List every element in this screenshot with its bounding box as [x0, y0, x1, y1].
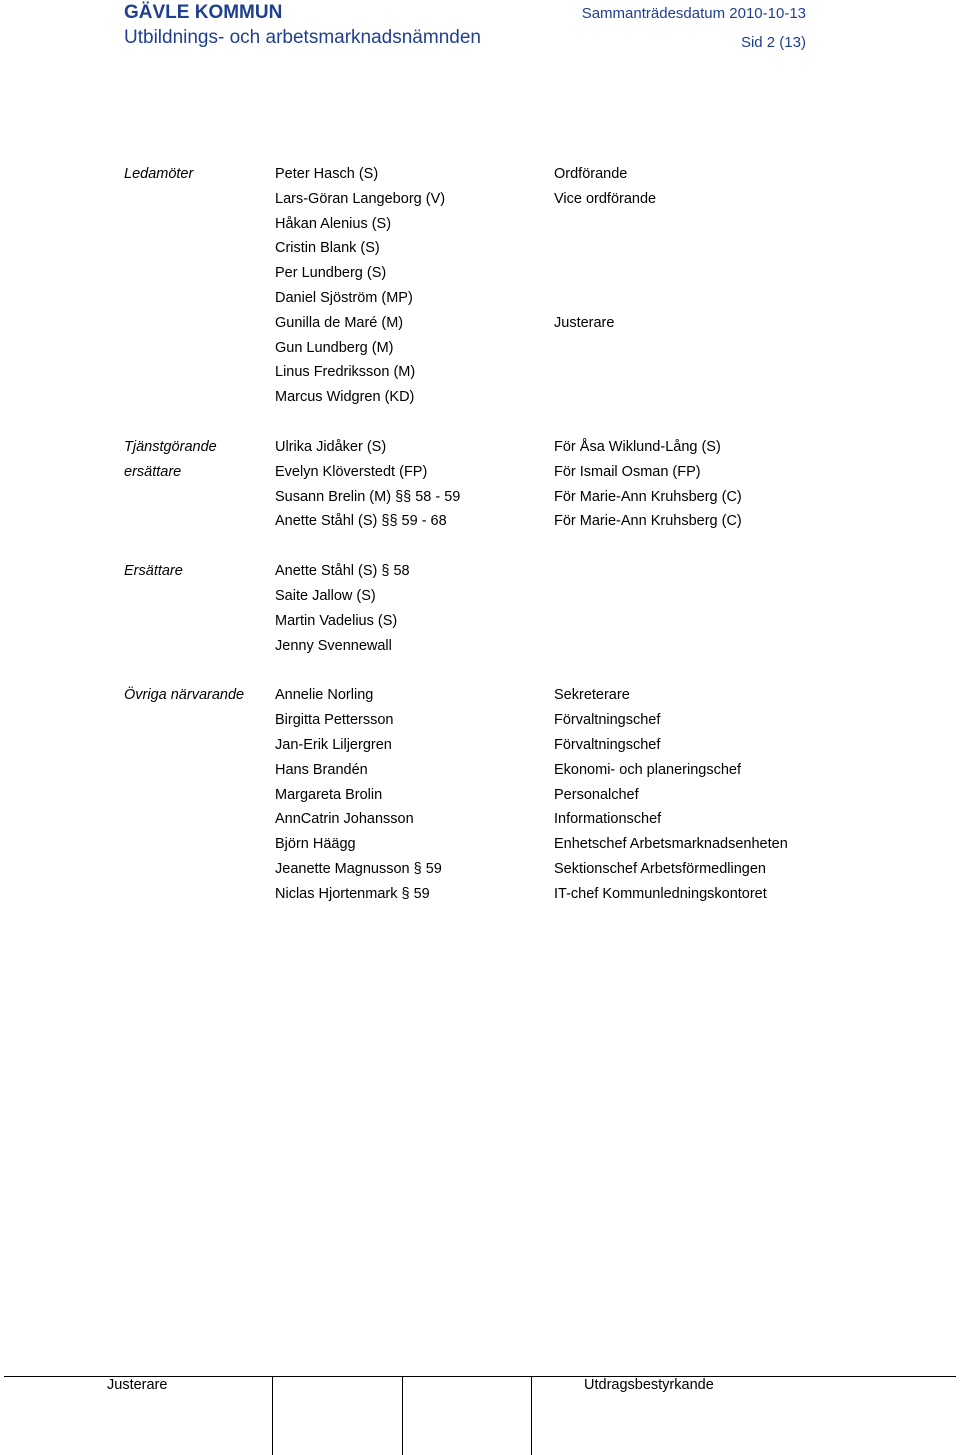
attendance-section — [0, 559, 960, 658]
attendance-row — [0, 385, 960, 410]
section-label: ersättare — [124, 463, 182, 480]
attendance-row — [0, 758, 960, 783]
person-role: Sekreterare — [554, 687, 630, 704]
attendance-row — [0, 584, 960, 609]
attendance-section — [0, 162, 960, 410]
person-role: Informationschef — [554, 811, 662, 828]
person-name: Jeanette Magnusson § 59 — [275, 860, 442, 877]
person-name: Martin Vadelius (S) — [275, 612, 398, 629]
footer-justerare-label: Justerare — [107, 1377, 168, 1393]
person-name: Björn Häägg — [275, 836, 356, 853]
person-name: Niclas Hjortenmark § 59 — [275, 885, 430, 902]
person-name: Peter Hasch (S) — [275, 166, 379, 182]
person-name: Marcus Widgren (KD) — [275, 389, 415, 406]
person-role: För Ismail Osman (FP) — [554, 463, 701, 480]
signature-footer — [0, 1376, 960, 1455]
attendance-row — [0, 509, 960, 534]
section-label: Övriga närvarande — [124, 687, 245, 704]
section-label: Ersättare — [124, 563, 183, 580]
section-label: Ledamöter — [124, 166, 194, 182]
person-role: Enhetschef Arbetsmarknadsenheten — [554, 836, 788, 853]
attendance-row — [0, 882, 960, 907]
person-name: Susann Brelin (M) §§ 58 - 59 — [275, 488, 461, 505]
attendance-row — [0, 708, 960, 733]
attendance-row — [0, 857, 960, 882]
attendance-row — [0, 435, 960, 460]
attendance-row — [0, 634, 960, 659]
person-role: Sektionschef Arbetsförmedlingen — [554, 860, 766, 877]
person-role: Ordförande — [554, 166, 628, 182]
person-name: Hans Brandén — [275, 761, 368, 778]
attendance-row — [0, 336, 960, 361]
person-role: Förvaltningschef — [554, 712, 661, 729]
person-role: För Åsa Wiklund-Lång (S) — [554, 438, 721, 455]
attendance-row — [0, 832, 960, 857]
person-name: Lars-Göran Langeborg (V) — [275, 190, 446, 207]
person-name: Linus Fredriksson (M) — [275, 364, 416, 381]
person-role: IT-chef Kommunledningskontoret — [554, 885, 767, 902]
person-name: Daniel Sjöström (MP) — [275, 289, 413, 306]
attendance-section — [0, 435, 960, 534]
person-role: Förvaltningschef — [554, 736, 661, 753]
person-name: Cristin Blank (S) — [275, 240, 380, 257]
attendance-row — [0, 683, 960, 708]
person-name: Anette Ståhl (S) § 58 — [275, 563, 410, 580]
footer-divider — [272, 1376, 273, 1455]
page-number: Sid 2 (13) — [740, 34, 806, 51]
attendance-row — [0, 311, 960, 336]
person-role: För Marie-Ann Kruhsberg (C) — [554, 513, 742, 530]
attendance-row — [0, 261, 960, 286]
footer-divider — [402, 1376, 403, 1455]
person-name: AnnCatrin Johansson — [275, 811, 414, 828]
person-name: Jan-Erik Liljergren — [275, 736, 392, 753]
attendance-row — [0, 360, 960, 385]
person-name: Jenny Svennewall — [275, 637, 392, 654]
attendance-row — [0, 609, 960, 634]
attendance-list — [0, 162, 960, 932]
person-name: Evelyn Klöverstedt (FP) — [275, 463, 428, 480]
footer-divider — [531, 1376, 532, 1455]
attendance-row — [0, 286, 960, 311]
person-name: Gunilla de Maré (M) — [275, 314, 404, 331]
attendance-row — [0, 460, 960, 485]
attendance-row — [0, 162, 960, 187]
person-name: Per Lundberg (S) — [275, 265, 387, 282]
organization-name: GÄVLE KOMMUN — [124, 2, 283, 23]
attendance-section — [0, 683, 960, 906]
attendance-row — [0, 212, 960, 237]
person-name: Saite Jallow (S) — [275, 587, 376, 604]
attendance-row — [0, 187, 960, 212]
footer-utdragsbestyrkande-label: Utdragsbestyrkande — [584, 1377, 714, 1393]
person-role: Ekonomi- och planeringschef — [554, 761, 741, 778]
board-name: Utbildnings- och arbetsmarknadsnämnden — [124, 27, 481, 48]
person-role: Personalchef — [554, 786, 639, 803]
attendance-row — [0, 236, 960, 261]
attendance-row — [0, 783, 960, 808]
person-name: Håkan Alenius (S) — [275, 215, 392, 232]
person-name: Anette Ståhl (S) §§ 59 - 68 — [275, 513, 447, 530]
section-label: Tjänstgörande — [124, 438, 217, 455]
person-name: Margareta Brolin — [275, 786, 383, 803]
attendance-row — [0, 807, 960, 832]
person-role: Justerare — [554, 314, 615, 331]
person-role: Vice ordförande — [554, 190, 657, 207]
person-name: Annelie Norling — [275, 687, 374, 704]
attendance-row — [0, 559, 960, 584]
attendance-row — [0, 485, 960, 510]
person-role: För Marie-Ann Kruhsberg (C) — [554, 488, 742, 505]
person-name: Gun Lundberg (M) — [275, 339, 394, 356]
person-name: Ulrika Jidåker (S) — [275, 438, 387, 455]
meeting-date: Sammanträdesdatum 2010-10-13 — [581, 5, 806, 22]
person-name: Birgitta Pettersson — [275, 712, 394, 729]
attendance-row — [0, 733, 960, 758]
